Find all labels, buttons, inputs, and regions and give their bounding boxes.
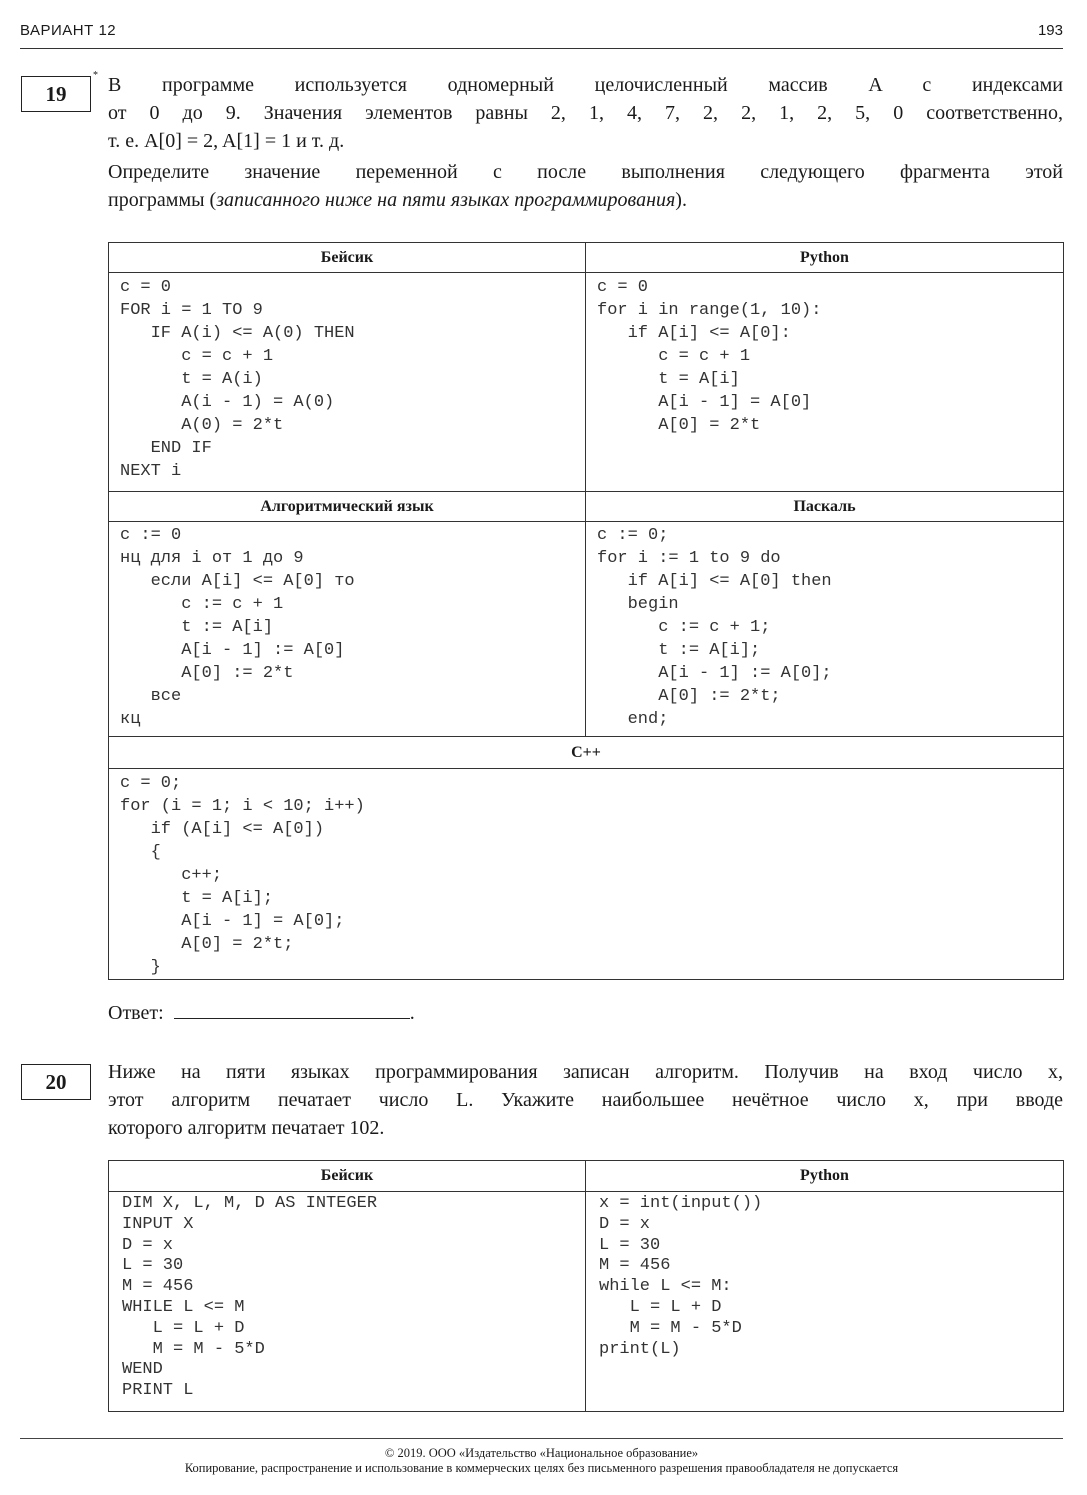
footer-notice: Копирование, распространение и использование в коммерческих целях без письменного разрешения правообладателя не допускается bbox=[184, 1461, 899, 1475]
question-italic: записанного ниже на пяти языках программирования bbox=[216, 189, 676, 211]
answer-field[interactable] bbox=[174, 998, 410, 1019]
task-19-code-table bbox=[108, 242, 1064, 980]
variant-label: ВАРИАНТ 12 bbox=[20, 22, 117, 39]
algo-code: c := 0 нц для i от 1 до 9 если A[i] <= A[0] то c := c + 1 t := A[i] A[i - 1] := A[0] A[0] := 2*t все кц bbox=[120, 526, 355, 729]
page-header bbox=[20, 22, 1063, 49]
basic-code: c = 0 FOR i = 1 TO 9 IF A(i) <= A(0) THEN c = c + 1 t = A(i) A(i - 1) = A(0) A(0) = 2*t END IF NEXT i bbox=[120, 278, 355, 481]
cpp-code: c = 0; for (i = 1; i < 10; i++) if (A[i] <= A[0]) { c++; t = A[i]; A[i - 1] = A[0]; A[0] = 2*t; } bbox=[120, 774, 365, 977]
footer-divider bbox=[20, 1438, 1063, 1439]
task-20-number: 20 bbox=[21, 1064, 91, 1100]
basic-cell bbox=[109, 273, 586, 492]
python-cell-20 bbox=[586, 1192, 1064, 1412]
basic-code-20: DIM X, L, M, D AS INTEGER INPUT X D = x L = 30 M = 456 WHILE L <= M L = L + D M = M - 5*D WEND PRINT L bbox=[122, 1194, 378, 1401]
header-algo: Алгоритмический язык bbox=[109, 492, 586, 522]
question-suffix: ). bbox=[675, 189, 687, 211]
basic-cell-20 bbox=[109, 1192, 586, 1412]
algo-cell bbox=[109, 522, 586, 737]
task-19-question-line-2 bbox=[108, 186, 1063, 214]
task-19-intro bbox=[108, 71, 1063, 155]
page-number: 193 bbox=[1037, 22, 1063, 39]
task-19-intro-line-2: от 0 до 9. Значения элементов равны 2, 1, 4, 7, 2, 2, 1, 2, 5, 0 соответственно, bbox=[108, 102, 1063, 124]
task-marker: * bbox=[93, 70, 98, 81]
question-prefix: программы ( bbox=[108, 189, 217, 211]
task-19-question bbox=[108, 158, 1063, 214]
task-20-intro-line-1: Ниже на пяти языках программирования записан алгоритм. Получив на вход число x, bbox=[108, 1061, 1063, 1083]
task-19-intro-line-1: В программе используется одномерный целочисленный массив A с индексами bbox=[108, 74, 1063, 96]
pascal-cell bbox=[586, 522, 1064, 737]
header-pascal: Паскаль bbox=[586, 492, 1064, 522]
header-basic-20: Бейсик bbox=[109, 1161, 586, 1192]
task-19-intro-line-3: т. е. A[0] = 2, A[1] = 1 и т. д. bbox=[108, 130, 345, 152]
header-python-20: Python bbox=[586, 1161, 1064, 1192]
header-python: Python bbox=[586, 243, 1064, 273]
header-cpp: С++ bbox=[109, 737, 1064, 769]
task-20-intro-line-3: которого алгоритм печатает 102. bbox=[108, 1117, 385, 1139]
cpp-cell bbox=[109, 769, 1064, 980]
task-19-question-line-1: Определите значение переменной c после выполнения следующего фрагмента этой bbox=[108, 161, 1063, 183]
footer-copyright: © 2019. ООО «Издательство «Национальное образование» bbox=[384, 1446, 699, 1460]
task-20-code-table bbox=[108, 1160, 1064, 1412]
python-cell bbox=[586, 273, 1064, 492]
answer-row: Ответ: . bbox=[108, 998, 415, 1025]
python-code: c = 0 for i in range(1, 10): if A[i] <= A[0]: c = c + 1 t = A[i] A[i - 1] = A[0] A[0] = 2*t bbox=[597, 278, 822, 435]
task-20-intro bbox=[108, 1058, 1063, 1142]
answer-label: Ответ: bbox=[108, 1002, 164, 1024]
task-19-number: 19 bbox=[21, 76, 91, 112]
task-20-intro-line-2: этот алгоритм печатает число L. Укажите наибольшее нечётное число x, при вводе bbox=[108, 1089, 1063, 1111]
pascal-code: c := 0; for i := 1 to 9 do if A[i] <= A[0] then begin c := c + 1; t := A[i]; A[i - 1] := A[0]; A[0] := 2*t; end; bbox=[597, 526, 832, 729]
python-code-20: x = int(input()) D = x L = 30 M = 456 while L <= M: L = L + D M = M - 5*D print(L) bbox=[599, 1194, 763, 1359]
header-basic: Бейсик bbox=[109, 243, 586, 273]
